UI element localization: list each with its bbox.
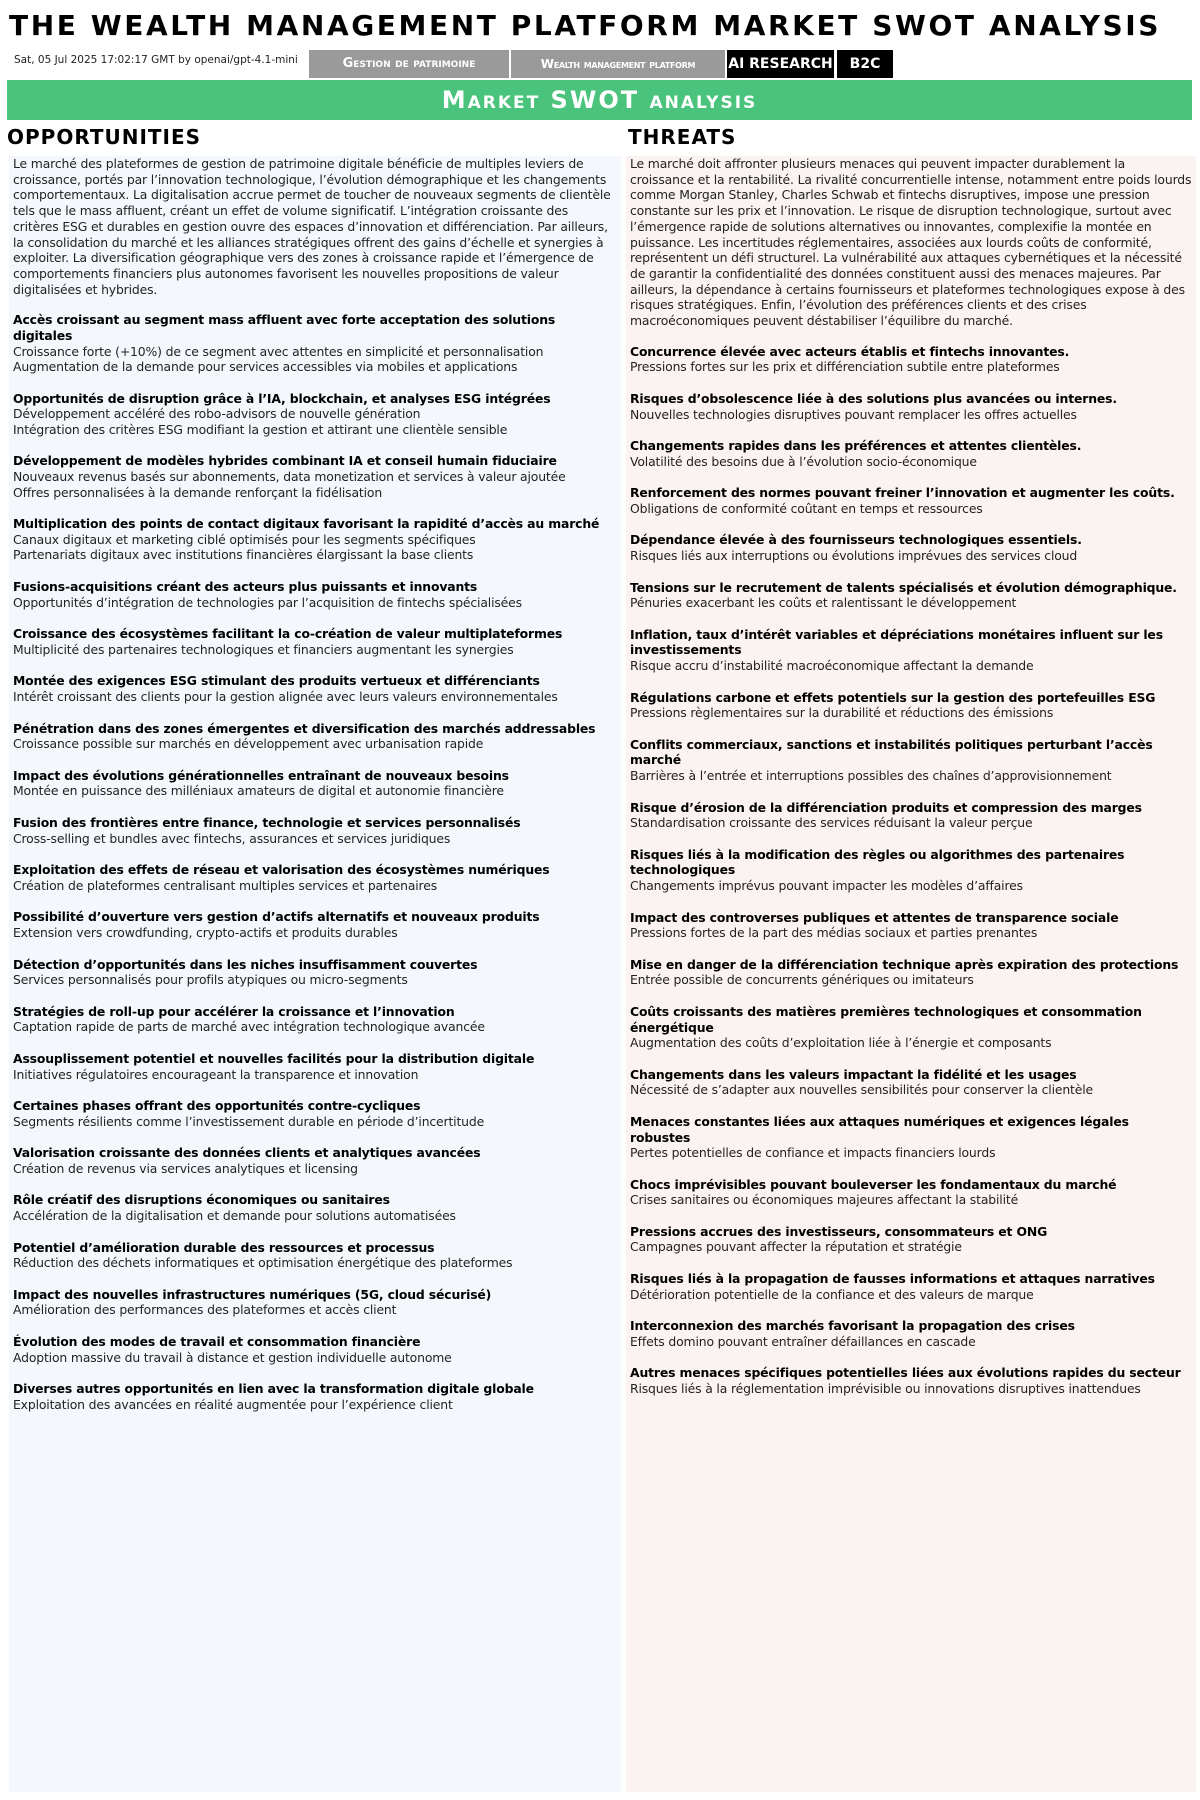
threats-item-detail: Changements imprévus pouvant impacter les modèles d’affaires [630, 877, 1023, 893]
threats-item [630, 847, 1192, 894]
threats-item-title: Changements dans les valeurs impactant la fidélité et les usages [630, 1066, 1077, 1082]
opportunities-item-detail: Partenariats digitaux avec institutions financières élargissant la base clients [13, 547, 474, 563]
opportunities-item-detail: Adoption massive du travail à distance et gestion individuelle autonome [13, 1349, 452, 1365]
threats-item-detail: Crises sanitaires ou économiques majeures affectant la stabilité [630, 1192, 1019, 1208]
opportunities-heading: OPPORTUNITIES [7, 125, 202, 149]
opportunities-item-title: Impact des nouvelles infrastructures numériques (5G, cloud sécurisé) [13, 1286, 492, 1302]
threats-item-detail: Risque accru d’instabilité macroéconomique affectant la demande [630, 658, 1034, 674]
opportunities-item-detail: Cross-selling et bundles avec fintechs, assurances et services juridiques [13, 830, 451, 846]
opportunities-item [13, 1004, 617, 1035]
threats-item-title: Conflits commerciaux, sanctions et instabilités politiques perturbant l’accès marché [630, 736, 1153, 768]
threats-item-title: Coûts croissants des matières premières technologiques et consommation énergétique [630, 1003, 1142, 1035]
threats-item-detail: Barrières à l’entrée et interruptions possibles des chaînes d’approvisionnement [630, 768, 1112, 784]
threats-item-title: Concurrence élevée avec acteurs établis et fintechs innovantes. [630, 343, 1070, 359]
tag-gestion-de-patrimoine[interactable]: Gestion de patrimoine [309, 50, 509, 78]
opportunities-item-detail: Création de plateformes centralisant multiples services et partenaires [13, 877, 438, 893]
threats-item-detail: Pressions règlementaires sur la durabilité et réductions des émissions [630, 705, 1054, 721]
opportunities-item-title: Valorisation croissante des données clients et analytiques avancées [13, 1145, 481, 1161]
threats-item [630, 1318, 1192, 1349]
opportunities-item-detail: Canaux digitaux et marketing ciblé optimisés pour les segments spécifiques [13, 531, 476, 547]
opportunities-item [13, 516, 617, 563]
threats-item [630, 1177, 1192, 1208]
opportunities-item-title: Potentiel d’amélioration durable des ressources et processus [13, 1239, 435, 1255]
threats-item-detail: Nécessité de s’adapter aux nouvelles sensibilités pour conserver la clientèle [630, 1082, 1093, 1098]
threats-item-title: Menaces constantes liées aux attaques numériques et exigences légales robustes [630, 1113, 1129, 1145]
opportunities-item-detail: Offres personnalisées à la demande renforçant la fidélisation [13, 484, 383, 500]
threats-item-detail: Volatilité des besoins due à l’évolution socio-économique [630, 453, 977, 469]
threats-item-detail: Pénuries exacerbant les coûts et ralentissant le développement [630, 595, 1017, 611]
opportunities-item-detail: Croissance forte (+10%) de ce segment avec attentes en simplicité et personnalisation [13, 343, 544, 359]
threats-item-detail: Nouvelles technologies disruptives pouvant remplacer les offres actuelles [630, 406, 1077, 422]
threats-item-title: Risques liés à la propagation de fausses informations et attaques narratives [630, 1271, 1155, 1287]
tag-wealth-management-platform[interactable]: Wealth management platform [511, 50, 725, 78]
threats-item-title: Pressions accrues des investisseurs, consommateurs et ONG [630, 1223, 1048, 1239]
opportunities-item-detail: Opportunités d’intégration de technologies par l’acquisition de fintechs spécialisées [13, 594, 522, 610]
opportunities-item-detail: Initiatives régulatoires encourageant la transparence et innovation [13, 1066, 419, 1082]
opportunities-item [13, 957, 617, 988]
opportunities-item-title: Fusion des frontières entre finance, technologie et services personnalisés [13, 814, 521, 830]
opportunities-item-detail: Augmentation de la demande pour services accessibles via mobiles et applications [13, 359, 518, 375]
opportunities-item-detail: Création de revenus via services analytiques et licensing [13, 1160, 358, 1176]
opportunities-item-title: Montée des exigences ESG stimulant des produits vertueux et différenciants [13, 673, 540, 689]
opportunities-item [13, 1334, 617, 1365]
threats-item-title: Risques d’obsolescence liée à des solutions plus avancées ou internes. [630, 390, 1117, 406]
opportunities-item-title: Assouplissement potentiel et nouvelles facilités pour la distribution digitale [13, 1050, 535, 1066]
threats-item [630, 690, 1192, 721]
opportunities-item-detail: Captation rapide de parts de marché avec intégration technologique avancée [13, 1019, 485, 1035]
opportunities-item [13, 312, 617, 374]
threats-heading: THREATS [628, 125, 737, 149]
opportunities-item-detail: Segments résilients comme l’investissement durable en période d’incertitude [13, 1113, 485, 1129]
opportunities-item-detail: Services personnalisés pour profils atypiques ou micro-segments [13, 972, 408, 988]
opportunities-item-detail: Amélioration des performances des plateformes et accès client [13, 1302, 397, 1318]
tag-ai-research[interactable]: AI RESEARCH [727, 50, 834, 78]
opportunities-item-detail: Croissance possible sur marchés en développement avec urbanisation rapide [13, 736, 484, 752]
opportunities-item [13, 1145, 617, 1176]
opportunities-item [13, 721, 617, 752]
threats-item-detail: Pressions fortes sur les prix et différenciation subtile entre plateformes [630, 359, 1060, 375]
threats-item-detail: Pertes potentielles de confiance et impacts financiers lourds [630, 1145, 996, 1161]
threats-panel [626, 156, 1196, 1792]
opportunities-item [13, 391, 617, 438]
threats-item-title: Changements rapides dans les préférences et attentes clientèles. [630, 438, 1082, 454]
opportunities-item-title: Rôle créatif des disruptions économiques ou sanitaires [13, 1192, 390, 1208]
opportunities-item-detail: Montée en puissance des milléniaux amateurs de digital et autonomie financière [13, 783, 504, 799]
threats-item-detail: Entrée possible de concurrents génériques ou imitateurs [630, 972, 974, 988]
opportunities-item-title: Accès croissant au segment mass affluent avec forte acceptation des solutions digitales [13, 312, 556, 343]
threats-item-title: Impact des controverses publiques et attentes de transparence sociale [630, 909, 1119, 925]
opportunities-item-title: Détection d’opportunités dans les niches insuffisamment couvertes [13, 956, 478, 972]
threats-item [630, 580, 1192, 611]
opportunities-item-detail: Réduction des déchets informatiques et optimisation énergétique des plateformes [13, 1255, 513, 1271]
threats-item-detail: Détérioration potentielle de la confiance et des valeurs de marque [630, 1286, 1034, 1302]
meta-row [14, 50, 1184, 78]
threats-item [630, 1271, 1192, 1302]
threats-item [630, 910, 1192, 941]
threats-item-title: Mise en danger de la différenciation technique après expiration des protections [630, 956, 1179, 972]
opportunities-item-title: Diverses autres opportunités en lien avec la transformation digitale globale [13, 1381, 534, 1397]
threats-item-title: Risque d’érosion de la différenciation produits et compression des marges [630, 799, 1142, 815]
threats-intro: Le marché doit affronter plusieurs menaces qui peuvent impacter durablement la croissance et la rentabilité. La rivalité concurrentielle intense, notamment entre poids lourds comme Morgan Stanley, Charles Schwab et fintechs disruptives, impose une pression constante sur les prix et l’innovation. Le risque de disruption technologique, surtout avec l’émergence rapide de solutions alternatives ou innovantes, complexifie la montée en puissance. Les incertitudes réglementaires, associées aux lourds coûts de conformité, représentent un défi structurel. La vulnérabilité aux attaques cybernétiques et la nécessité de garantir la confidentialité des données constituent aussi des menaces majeures. Par ailleurs, la dépendance à certains fournisseurs et plateformes technologiques expose à des risques stratégiques. Enfin, l’évolution des préférences clients et des crises macroéconomiques peuvent déstabiliser l’équilibre du marché. [630, 156, 1192, 329]
threats-item-detail: Effets domino pouvant entraîner défaillances en cascade [630, 1333, 976, 1349]
threats-item-title: Tensions sur le recrutement de talents spécialisés et évolution démographique. [630, 579, 1177, 595]
opportunities-item [13, 768, 617, 799]
generation-meta: Sat, 05 Jul 2025 17:02:17 GMT by openai/gpt-4.1-mini [14, 54, 298, 66]
opportunities-item-title: Multiplication des points de contact digitaux favorisant la rapidité d’accès au marché [13, 516, 600, 532]
threats-item-detail: Augmentation des coûts d’exploitation liée à l’énergie et composants [630, 1035, 1052, 1051]
threats-item-title: Renforcement des normes pouvant freiner l’innovation et augmenter les coûts. [630, 485, 1175, 501]
opportunities-item [13, 579, 617, 610]
opportunities-item-detail: Développement accéléré des robo-advisors de nouvelle génération [13, 406, 421, 422]
opportunities-item [13, 1287, 617, 1318]
threats-item [630, 485, 1192, 516]
threats-item-title: Régulations carbone et effets potentiels sur la gestion des portefeuilles ESG [630, 689, 1156, 705]
opportunities-item-title: Développement de modèles hybrides combinant IA et conseil humain fiduciaire [13, 453, 557, 469]
threats-item [630, 1114, 1192, 1161]
threats-list [630, 344, 1192, 1397]
threats-item [630, 627, 1192, 674]
threats-item [630, 1224, 1192, 1255]
opportunities-item-detail: Accélération de la digitalisation et demande pour solutions automatisées [13, 1208, 456, 1224]
threats-item-title: Dépendance élevée à des fournisseurs technologiques essentiels. [630, 532, 1082, 548]
threats-item-detail: Risques liés à la réglementation imprévisible ou innovations disruptives inattendues [630, 1381, 1141, 1397]
swot-banner: Market SWOT analysis [7, 80, 1192, 120]
opportunities-item-title: Impact des évolutions générationnelles entraînant de nouveaux besoins [13, 767, 509, 783]
opportunities-item [13, 626, 617, 657]
opportunities-item-title: Pénétration dans des zones émergentes et diversification des marchés addressables [13, 720, 596, 736]
threats-item [630, 1067, 1192, 1098]
opportunities-item-title: Possibilité d’ouverture vers gestion d’actifs alternatifs et nouveaux produits [13, 909, 540, 925]
tag-b2c[interactable]: B2C [837, 50, 893, 78]
threats-item [630, 438, 1192, 469]
opportunities-item [13, 909, 617, 940]
opportunities-item [13, 1098, 617, 1129]
opportunities-item-detail: Nouveaux revenus basés sur abonnements, data monetization et services à valeur ajoutée [13, 469, 566, 485]
opportunities-item-title: Opportunités de disruption grâce à l’IA, blockchain, et analyses ESG intégrées [13, 390, 551, 406]
threats-item-detail: Standardisation croissante des services réduisant la valeur perçue [630, 815, 1033, 831]
threats-item [630, 1004, 1192, 1051]
opportunities-item [13, 1192, 617, 1223]
threats-item-detail: Obligations de conformité coûtant en temps et ressources [630, 500, 983, 516]
opportunities-item [13, 1240, 617, 1271]
threats-item [630, 957, 1192, 988]
threats-item [630, 391, 1192, 422]
opportunities-item-title: Stratégies de roll-up pour accélérer la croissance et l’innovation [13, 1003, 455, 1019]
page-title: THE WEALTH MANAGEMENT PLATFORM MARKET SWOT ANALYSIS [9, 9, 1162, 42]
opportunities-item-title: Fusions-acquisitions créant des acteurs plus puissants et innovants [13, 579, 478, 595]
opportunities-item-detail: Intérêt croissant des clients pour la gestion alignée avec leurs valeurs environnementales [13, 689, 558, 705]
opportunities-item-title: Exploitation des effets de réseau et valorisation des écosystèmes numériques [13, 862, 550, 878]
threats-item-detail: Campagnes pouvant affecter la réputation et stratégie [630, 1239, 962, 1255]
opportunities-item-title: Certaines phases offrant des opportunités contre-cycliques [13, 1098, 421, 1114]
threats-item [630, 1365, 1192, 1396]
threats-item-title: Autres menaces spécifiques potentielles liées aux évolutions rapides du secteur [630, 1365, 1181, 1381]
opportunities-item-detail: Intégration des critères ESG modifiant la gestion et attirant une clientèle sensible [13, 421, 508, 437]
threats-item [630, 344, 1192, 375]
opportunities-intro: Le marché des plateformes de gestion de patrimoine digitale bénéficie de multiples leviers de croissance, portés par l’innovation technologique, l’évolution démographique et les changements comportementaux. La digitalisation accrue permet de toucher de nouveaux segments de clientèle tels que le mass affluent, créant un effet de volume significatif. L’intégration croissante des critères ESG et durables en gestion ouvre des espaces d’innovation et différenciation. Par ailleurs, la consolidation du marché et les alliances stratégiques offrent des gains d’échelle et synergies à exploiter. La diversification géographique vers des zones à croissance rapide et l’émergence de comportements financiers plus autonomes favorisent les nouvelles propositions de valeur digitalisées et hybrides. [13, 156, 611, 297]
opportunities-item-title: Croissance des écosystèmes facilitant la co-création de valeur multiplateformes [13, 626, 563, 642]
opportunities-item [13, 1381, 617, 1412]
threats-item-title: Risques liés à la modification des règles ou algorithmes des partenaires technologiques [630, 846, 1125, 878]
threats-item-detail: Risques liés aux interruptions ou évolutions imprévues des services cloud [630, 548, 1078, 564]
opportunities-list [13, 312, 617, 1412]
opportunities-item-title: Évolution des modes de travail et consommation financière [13, 1334, 421, 1350]
opportunities-item-detail: Exploitation des avancées en réalité augmentée pour l’expérience client [13, 1396, 453, 1412]
threats-item-detail: Pressions fortes de la part des médias sociaux et parties prenantes [630, 925, 1038, 941]
opportunities-item [13, 453, 617, 500]
threats-item-title: Chocs imprévisibles pouvant bouleverser les fondamentaux du marché [630, 1176, 1117, 1192]
threats-item-title: Interconnexion des marchés favorisant la propagation des crises [630, 1318, 1075, 1334]
threats-item [630, 532, 1192, 563]
opportunities-item [13, 815, 617, 846]
opportunities-item [13, 1051, 617, 1082]
opportunities-item [13, 673, 617, 704]
opportunities-item [13, 862, 617, 893]
threats-item [630, 800, 1192, 831]
threats-item [630, 737, 1192, 784]
opportunities-item-detail: Multiplicité des partenaires technologiques et financiers augmentant les synergies [13, 641, 514, 657]
opportunities-panel [9, 156, 621, 1792]
threats-item-title: Inflation, taux d’intérêt variables et dépréciations monétaires influent sur les investissements [630, 626, 1163, 658]
opportunities-item-detail: Extension vers crowdfunding, crypto-actifs et produits durables [13, 924, 398, 940]
